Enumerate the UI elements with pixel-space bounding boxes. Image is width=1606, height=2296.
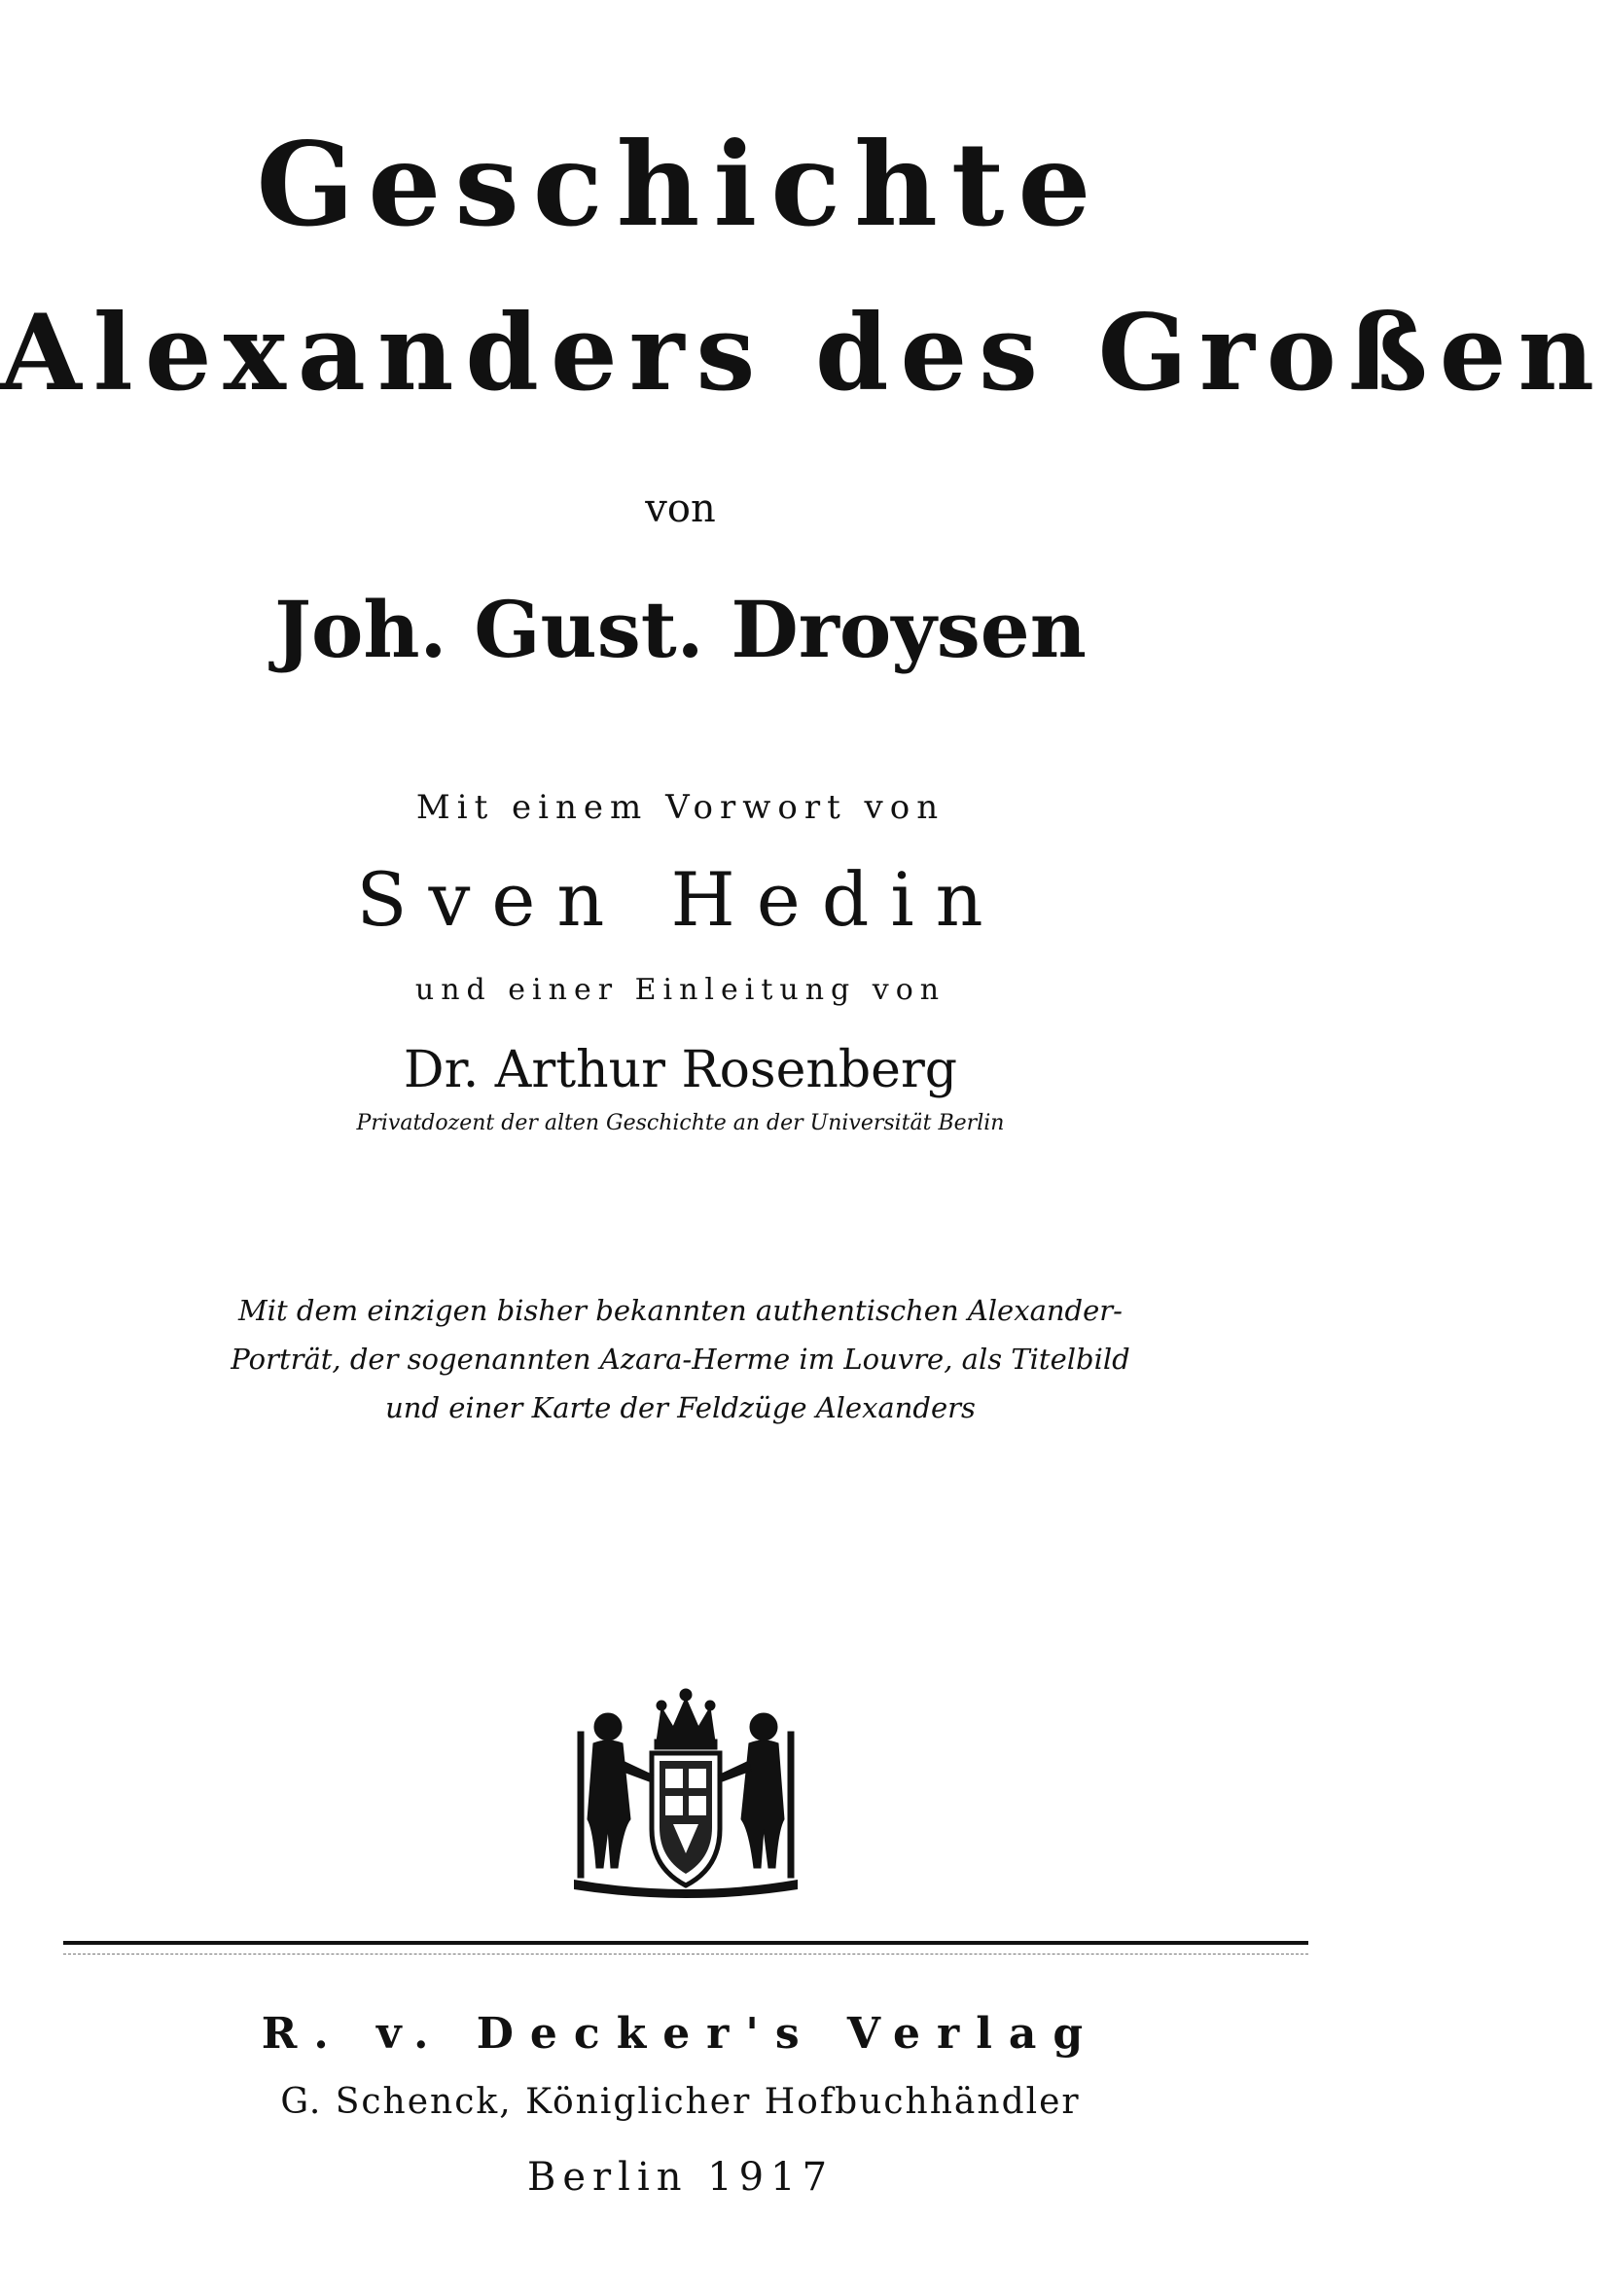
note-line-1: Mit dem einzigen bisher bekannten authentischen Alexander- (238, 1294, 1123, 1327)
title-line-1: Geschichte (256, 117, 1105, 252)
publisher-name: R. v. Decker's Verlag (261, 2009, 1100, 2059)
divider-thick (63, 1941, 1308, 1945)
foreword-author: Sven Hedin (356, 856, 1005, 943)
author-name: Joh. Gust. Droysen (274, 584, 1087, 675)
royal-coat-of-arms-icon (564, 1673, 807, 1907)
note-line-2: Porträt, der sogenannten Azara-Herme im Louvre, als Titelbild (231, 1343, 1130, 1376)
foreword-line: Mit einem Vorwort von (415, 788, 946, 827)
note-line-3: und einer Karte der Feldzüge Alexanders (385, 1391, 976, 1424)
title-line-2: Alexanders des Großen (0, 292, 1606, 414)
place-and-year: Berlin 1917 (526, 2155, 835, 2200)
introduction-line: und einer Einleitung von (414, 973, 946, 1007)
divider-thin (63, 1954, 1308, 1955)
byline-von: von (645, 486, 716, 531)
introduction-author: Dr. Arthur Rosenberg (403, 1041, 958, 1099)
bookseller-name: G. Schenck, Königlicher Hofbuchhändler (280, 2082, 1081, 2122)
introduction-author-role: Privatdozent der alten Geschichte an der Universität Berlin (356, 1111, 1005, 1135)
